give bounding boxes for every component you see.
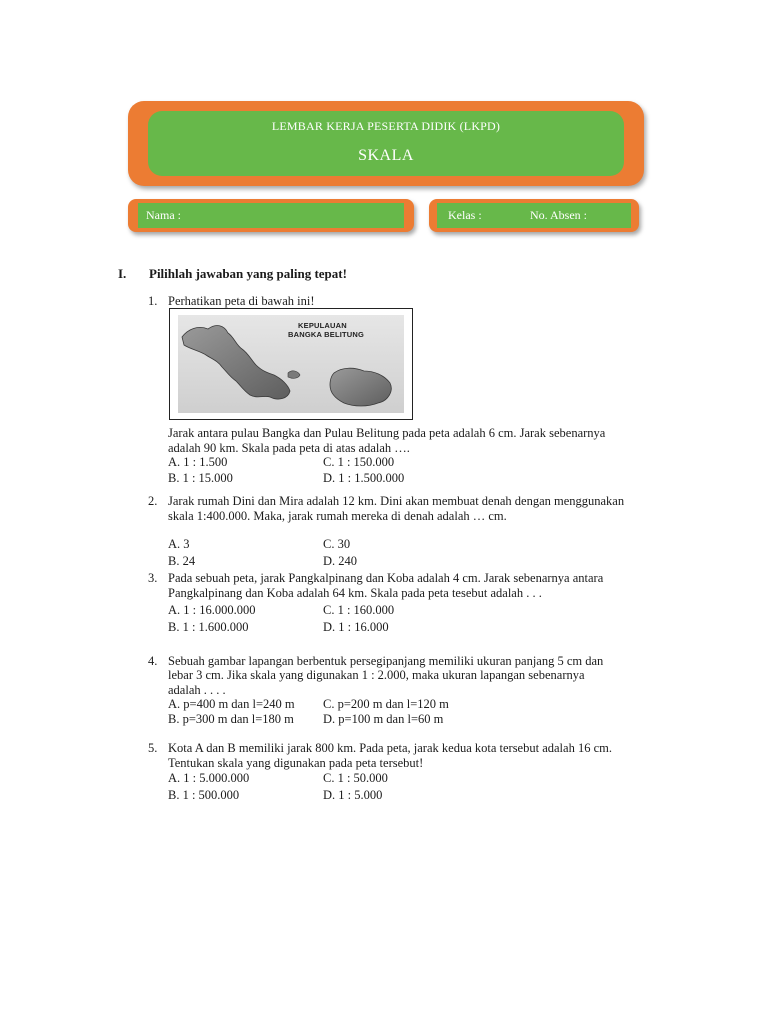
name-label: Nama : — [146, 208, 181, 222]
question-2-number: 2. — [148, 494, 158, 508]
question-4-option-b[interactable]: B. p=300 m dan l=180 m — [168, 712, 294, 726]
section-title: Pilihlah jawaban yang paling tepat! — [149, 266, 347, 281]
question-2-option-a[interactable]: A. 3 — [168, 537, 190, 551]
kelas-label: Kelas : — [448, 208, 482, 222]
question-5-option-d[interactable]: D. 1 : 5.000 — [323, 788, 383, 802]
question-2-line-1: Jarak rumah Dini dan Mira adalah 12 km. Dini akan membuat denah dengan menggunakan — [168, 494, 625, 508]
question-2-line-2: skala 1:400.000. Maka, jarak rumah mereka di denah adalah … cm. — [168, 509, 507, 523]
question-4-option-d[interactable]: D. p=100 m dan l=60 m — [323, 712, 444, 726]
worksheet-subtitle: LEMBAR KERJA PESERTA DIDIK (LKPD) — [271, 119, 501, 133]
map-figure — [169, 308, 413, 420]
question-1-option-a[interactable]: A. 1 : 1.500 — [168, 455, 228, 469]
question-5-line-2: Tentukan skala yang digunakan pada peta tersebut! — [168, 756, 424, 770]
question-3-number: 3. — [148, 571, 158, 585]
question-2-option-d[interactable]: D. 240 — [323, 554, 358, 568]
question-1-option-b[interactable]: B. 1 : 15.000 — [168, 471, 233, 485]
map-background — [178, 315, 404, 413]
question-3-option-d[interactable]: D. 1 : 16.000 — [323, 620, 389, 634]
question-5-option-a[interactable]: A. 1 : 5.000.000 — [168, 771, 250, 785]
map-label-line-1: KEPULAUAN — [298, 321, 347, 330]
question-4-option-a[interactable]: A. p=400 m dan l=240 m — [168, 697, 295, 711]
question-4-line-3: adalah . . . . — [168, 683, 226, 697]
question-3-option-c[interactable]: C. 1 : 160.000 — [323, 603, 395, 617]
question-1-line-2: adalah 90 km. Skala pada peta di atas adalah …. — [168, 441, 410, 455]
question-5-option-b[interactable]: B. 1 : 500.000 — [168, 788, 240, 802]
question-5-number: 5. — [148, 741, 158, 755]
question-3-option-b[interactable]: B. 1 : 1.600.000 — [168, 620, 249, 634]
section-number: I. — [118, 266, 127, 281]
question-1-option-d[interactable]: D. 1 : 1.500.000 — [323, 471, 405, 485]
question-3-option-a[interactable]: A. 1 : 16.000.000 — [168, 603, 256, 617]
absen-label: No. Absen : — [530, 208, 587, 222]
question-2-option-b[interactable]: B. 24 — [168, 554, 196, 568]
map-label-line-2: BANGKA BELITUNG — [288, 330, 365, 339]
question-4-option-c[interactable]: C. p=200 m dan l=120 m — [323, 697, 449, 711]
question-5-line-1: Kota A dan B memiliki jarak 800 km. Pada peta, jarak kedua kota tersebut adalah 16 cm. — [168, 741, 612, 755]
question-4-line-1: Sebuah gambar lapangan berbentuk persegipanjang memiliki ukuran panjang 5 cm dan — [168, 654, 604, 668]
class-field[interactable] — [437, 203, 631, 228]
question-1-number: 1. — [148, 294, 158, 308]
question-1-line-1: Jarak antara pulau Bangka dan Pulau Belitung pada peta adalah 6 cm. Jarak sebenarnya — [168, 426, 606, 440]
question-4-line-2: lebar 3 cm. Jika skala yang digunakan 1 : 2.000, maka ukuran lapangan sebenarnya — [168, 668, 585, 682]
question-1-intro: Perhatikan peta di bawah ini! — [168, 294, 315, 308]
worksheet-title: SKALA — [358, 147, 414, 164]
question-3-line-1: Pada sebuah peta, jarak Pangkalpinang dan Koba adalah 4 cm. Jarak sebenarnya antara — [168, 571, 604, 585]
question-5-option-c[interactable]: C. 1 : 50.000 — [323, 771, 388, 785]
question-2-option-c[interactable]: C. 30 — [323, 537, 351, 551]
question-1-option-c[interactable]: C. 1 : 150.000 — [323, 455, 395, 469]
question-3-line-2: Pangkalpinang dan Koba adalah 64 km. Skala pada peta tesebut adalah . . . — [168, 586, 542, 600]
name-field[interactable] — [138, 203, 404, 228]
question-4-number: 4. — [148, 654, 158, 668]
